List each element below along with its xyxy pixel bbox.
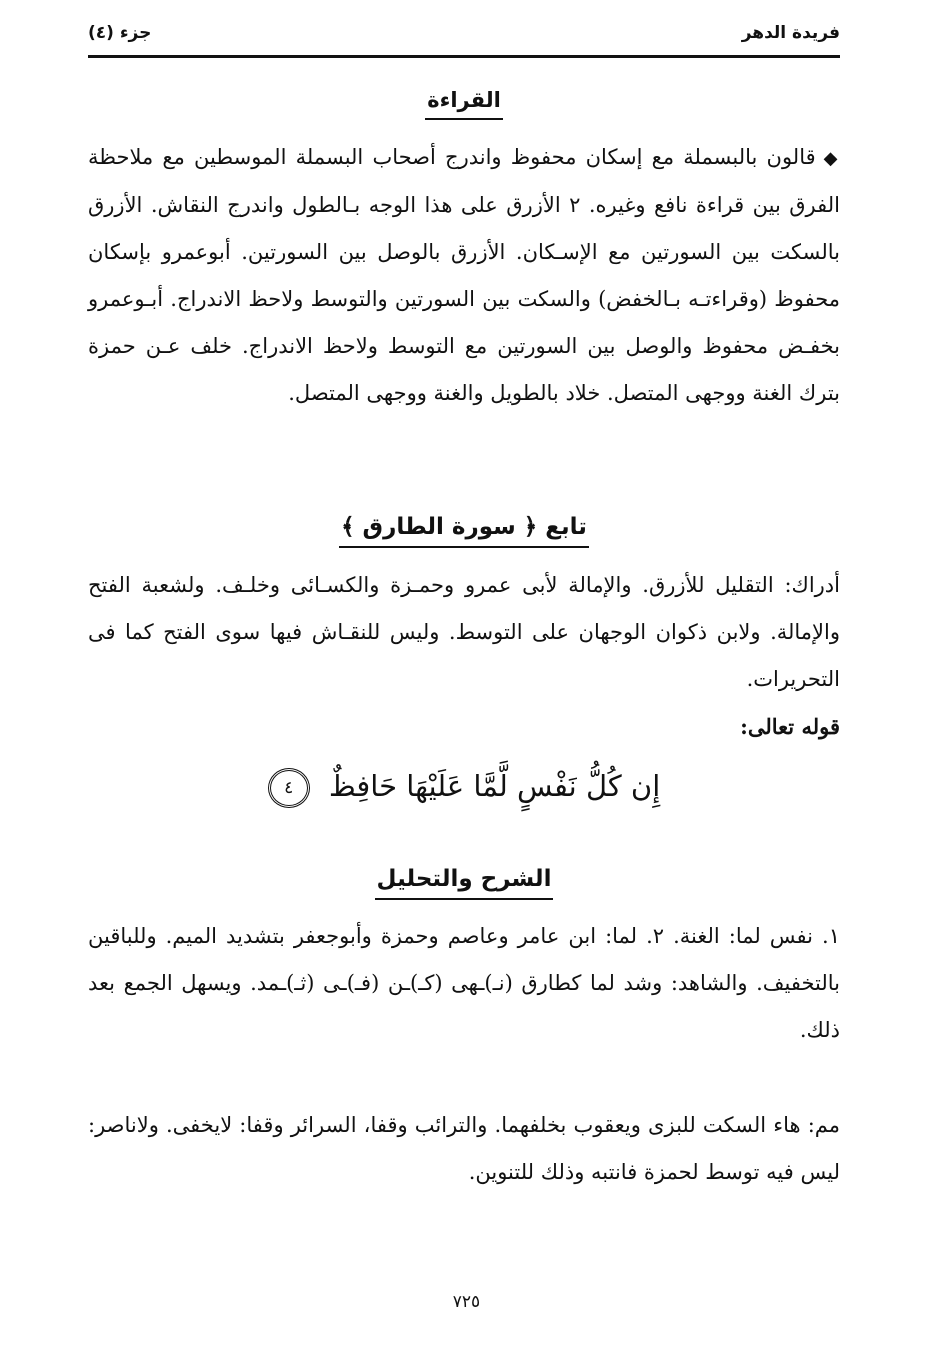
volume-number: جزء (٤): [88, 23, 152, 43]
surah-text: أدراك: التقليل للأزرق. والإمالة لأبى عمرو وحمـزة والكسـائى وخلـف. ولشعبة الفتح والإمالة. ولابن ذكوان الوجهان على التوسط. وليس للنقـاش فيها سوى الفتح كما فى التحريرات.: [88, 573, 840, 691]
surah-title: تابع ﴿ سورة الطارق ﴾: [339, 514, 589, 548]
verse-text: إِن كُلُّ نَفْسٍ لَّمَّا عَلَيْهَا حَافِظٌ: [328, 769, 661, 803]
sharh-heading: [88, 866, 840, 900]
qiraa-paragraph: [88, 134, 840, 417]
note-text: مم: هاء السكت للبزى ويعقوب بخلفهما. والترائب وقفا، السرائر وقفا: لايخفى. ولاناصر: ليس فيه توسط لحمزة فانتبه وذلك للتنوين.: [88, 1113, 840, 1184]
running-header: [88, 14, 840, 52]
ayah-number-icon: ٤: [268, 768, 310, 808]
surah-heading: [88, 514, 840, 548]
qiraa-text: قالون بالبسملة مع إسكان محفوظ واندرج أصحاب البسملة الموسطين مع ملاحظة الفرق بين قراءة نافع وغيره. ٢ الأزرق على هذا الوجه بـالطول واندرج النقاش. الأزرق بالسكت بين السورتين مع الإسـكان. الأزرق بالوصل بين السورتين. أبوعمرو بإسكان محفوظ (وقراءتـه بـالخفض) والسكت بين السورتين والتوسط ولاحظ الاندراج. أبـوعمرو بخفـض محفوظ والوصل بين السورتين مع التوسط ولاحظ الاندراج. خلف عـن حمزة بترك الغنة ووجهى المتصل. خلاد بالطويل والغنة ووجهى المتصل.: [88, 145, 840, 405]
quran-verse: [88, 768, 840, 808]
note-paragraph: [88, 1102, 840, 1196]
sharh-title: الشرح والتحليل: [375, 866, 554, 900]
sharh-paragraph: [88, 913, 840, 1054]
header-divider: [88, 55, 840, 58]
qiraa-heading: [88, 88, 840, 120]
book-title: فريدة الدهر: [741, 23, 840, 43]
sharh-text: ١. نفس لما: الغنة. ٢. لما: ابن عامر وعاصم وحمزة وأبوجعفر بتشديد الميم. وللباقين بالتخفيف. والشاهد: وشد لما كطارق (نـ)ـهى (كـ)ـن (فـ)ـى (ثـ)ـمد. ويسهل الجمع بعد ذلك.: [88, 924, 840, 1042]
surah-paragraph: [88, 562, 840, 750]
diamond-bullet-icon: ◆: [823, 148, 841, 169]
qiraa-title: القراءة: [425, 88, 503, 120]
qawluhu-label: قوله تعالى:: [740, 714, 840, 739]
page-number: ٧٢٥: [452, 1292, 481, 1312]
